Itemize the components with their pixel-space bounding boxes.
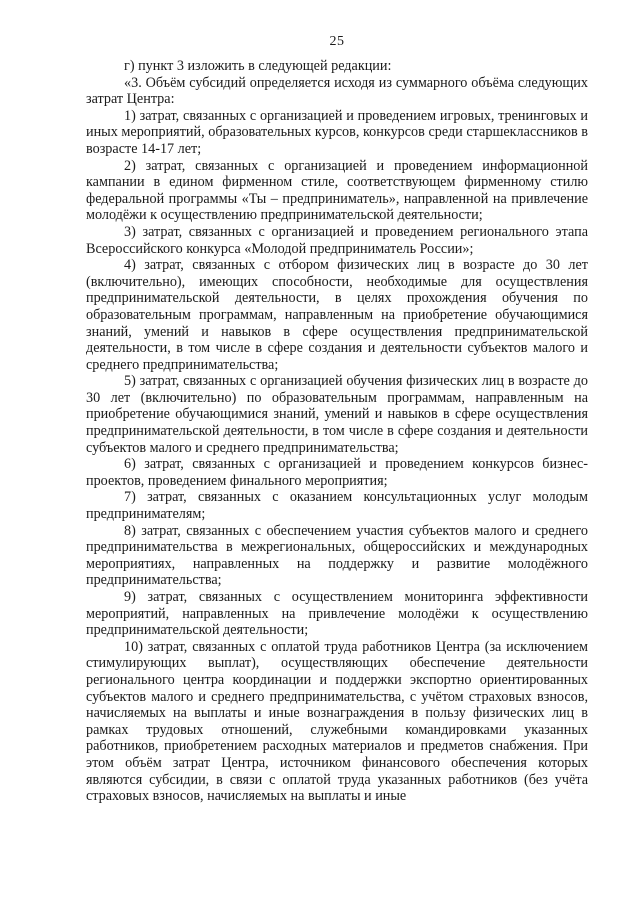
- paragraph-item-8: 8) затрат, связанных с обеспечением участия субъектов малого и среднего предпринимательства в межрегиональных, общероссийских и международных мероприятиях, направленных на поддержку и развитие молодёжного предпринимательства;: [86, 522, 588, 589]
- paragraph-item-1: 1) затрат, связанных с организацией и проведением игровых, тренинговых и иных мероприятий, образовательных курсов, конкурсов среди старшеклассников в возрасте 14-17 лет;: [86, 107, 588, 157]
- paragraph-item-9: 9) затрат, связанных с осуществлением мониторинга эффективности мероприятий, направленных на привлечение молодёжи к осуществлению предпринимательской деятельности;: [86, 589, 588, 639]
- paragraph-item-2: 2) затрат, связанных с организацией и проведением информационной кампании в едином фирменном стиле, соответствующем фирменному стилю федеральной программы «Ты – предприниматель», направленной на привлечение молодёжи к осуществлению предпринимательской деятельности;: [86, 157, 588, 224]
- paragraph-intro: г) пункт 3 изложить в следующей редакции:: [124, 58, 392, 74]
- paragraph-item-4: 4) затрат, связанных с отбором физических лиц в возрасте до 30 лет (включительно), имеющих способности, необходимые для осуществления предпринимательской деятельности, в целях прохождения обучения по образовательным программам, направленным на приобретение обучающимися знаний, умений и навыков в сфере осуществления предпринимательской деятельности, в том числе в сфере создания и деятельности субъектов малого и среднего предпринимательства;: [86, 257, 588, 373]
- page-number: 25: [329, 34, 345, 49]
- paragraph-clause-3: «3. Объём субсидий определяется исходя из суммарного объёма следующих затрат Центра:: [86, 74, 588, 108]
- paragraph-item-10: 10) затрат, связанных с оплатой труда работников Центра (за исключением стимулирующих выплат), осуществляющих обеспечение деятельности регионального центра координации и поддержки экспортно ориентированных субъектов малого и среднего предпринимательства, с учётом страховых взносов, начисляемых на выплаты и иные вознаграждения в пользу физических лиц в рамках трудовых отношений, служебными командировками указанных работников, приобретением расходных материалов и предметов снабжения. При этом объём затрат Центра, источником финансового обеспечения которых являются субсидии, в связи с оплатой труда указанных работников (без учёта страховых взносов, начисляемых на выплаты и иные: [86, 638, 588, 805]
- paragraph-item-6: 6) затрат, связанных с организацией и проведением конкурсов бизнес-проектов, проведением финального мероприятия;: [86, 456, 588, 489]
- document-body: [86, 58, 588, 805]
- paragraph-item-5: 5) затрат, связанных с организацией обучения физических лиц в возрасте до 30 лет (включительно) по образовательным программам, направленным на приобретение обучающимися знаний, умений и навыков в сфере осуществления предпринимательской деятельности, в том числе в сфере создания и деятельности субъектов малого и среднего предпринимательства;: [86, 373, 588, 456]
- paragraph-item-7: 7) затрат, связанных с оказанием консультационных услуг молодым предпринимателям;: [86, 489, 588, 523]
- paragraph-item-3: 3) затрат, связанных с организацией и проведением регионального этапа Всероссийского конкурса «Молодой предприниматель России»;: [86, 223, 588, 257]
